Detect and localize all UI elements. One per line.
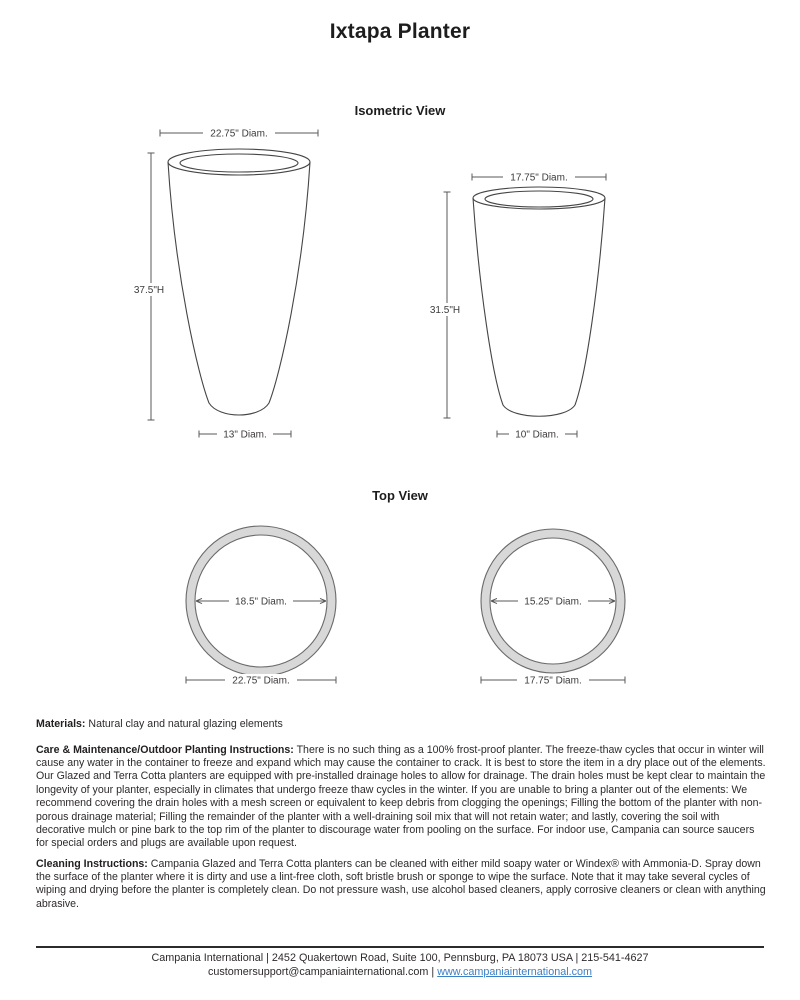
top-view-heading: Top View [372,488,428,503]
dim-label-small-inner: 15.25" Diam. [524,596,582,608]
large-planter-body [168,162,310,415]
dim-large-height [128,153,172,420]
top-view-diagram [0,515,800,695]
page-title: Ixtapa Planter [329,20,471,43]
materials-section [36,718,766,731]
care-text: There is no such thing as a 100% frost-proof planter. The freeze-thaw cycles that occur in winter will cause any water in the container to freeze and expand which may cause the container to crack. It is best to store the item in a dry place out of the elements. Our Glazed and Terra Cotta planters are equipped with pre-installed drainage holes to allow for drainage. The drain holes must be kept clear to maintain the longevity of your planter, especially in climates that undergo freeze thaw cycles in the winter. If you are unable to bring a planter out of the elements: We recommend covering the drain holes with a mesh screen or equivalent to keep debris from clogging the openings; Filling the bottom of the planter with non-porous drainage material; Filling the remainder of the planter with a well-draining soil mix that will not retain water; and lastly, covering the soil with decorative mulch or pine bark to the top rim of the planter to discourage water from pooling on the surface. For indoor use, Campania can source saucers for special orders and plugs are available upon request. [36,743,766,850]
large-planter-rim-outer [168,149,310,175]
dim-label-large-inner: 18.5" Diam. [235,596,287,608]
footer [0,951,800,979]
cleaning-section [36,858,766,912]
cleaning-label: Cleaning Instructions: [36,857,148,870]
dim-small-outer-diameter [481,674,625,687]
footer-contact-line [0,965,800,979]
isometric-view-heading: Isometric View [354,103,446,118]
footer-email: customersupport@campaniainternational.com | [207,966,438,978]
dim-large-top-diameter [160,127,318,140]
dim-large-outer-diameter [186,674,336,687]
materials-label: Materials: [36,717,86,730]
dim-label-large-bottom: 13" Diam. [223,429,267,441]
dim-small-top-diameter [472,171,606,184]
dim-label-small-height: 31.5"H [429,305,461,316]
dim-large-bottom-diameter [199,428,291,441]
dim-small-height [424,192,468,418]
small-planter-drawing [473,187,605,416]
footer-website-link[interactable]: www.campaniainternational.com [437,966,593,978]
care-section [36,744,766,851]
dim-label-small-bottom: 10" Diam. [515,429,559,441]
dim-label-small-outer: 17.75" Diam. [524,675,582,687]
dim-label-large-outer: 22.75" Diam. [232,675,290,687]
dim-label-large-top: 22.75" Diam. [210,128,268,140]
small-planter-rim-inner [485,191,593,207]
small-planter-rim-outer [473,187,605,209]
footer-divider [36,946,764,948]
footer-address-line: Campania International | 2452 Quakertown Road, Suite 100, Pennsburg, PA 18073 USA | 215-541-4627 [151,952,649,964]
large-planter-rim-inner [180,154,298,172]
small-planter-body [473,198,605,416]
materials-text: Natural clay and natural glazing elements [88,717,283,730]
dim-label-large-height: 37.5"H [133,285,165,296]
large-planter-drawing [168,149,310,415]
isometric-view-diagram [0,120,800,465]
cleaning-text: Campania Glazed and Terra Cotta planters can be cleaned with either mild soapy water or Windex® with Ammonia-D. Spray down the surface of the planter where it is dirty and use a lint-free cloth, soft bristle brush or sponge to wipe the surface. Note that it may take several cycles of wiping and drying before the planter is completely clean. Do not pressure wash, use alcohol based cleaners, apply corrosive cleaners or clean with anything abrasive. [36,857,766,910]
dim-label-small-top: 17.75" Diam. [510,172,568,184]
care-label: Care & Maintenance/Outdoor Planting Instructions: [36,743,294,756]
dim-small-bottom-diameter [497,428,577,441]
